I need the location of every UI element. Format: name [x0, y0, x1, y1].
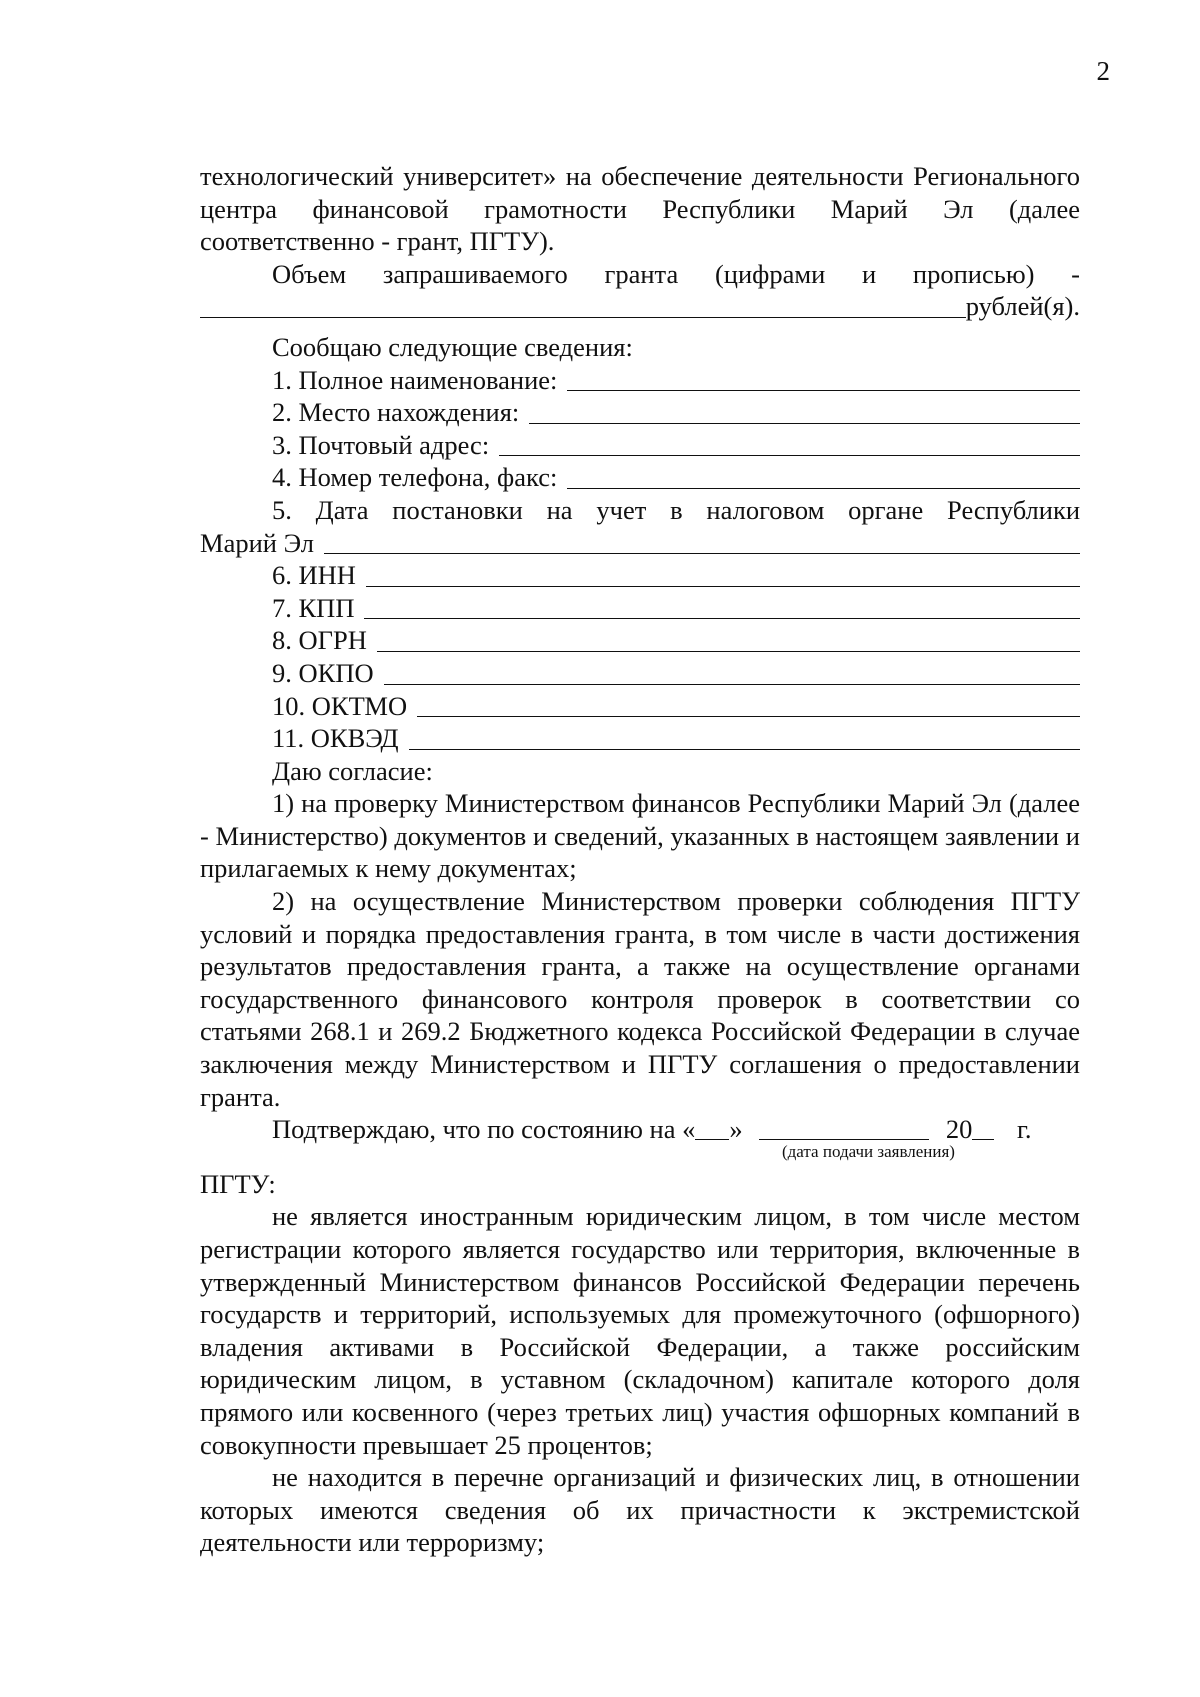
confirm-day-blank[interactable] — [695, 1115, 729, 1140]
field-postal-address[interactable] — [200, 429, 1080, 462]
field-full-name-label: 1. Полное наименование: — [272, 364, 558, 395]
field-oktmo-line — [417, 692, 1080, 717]
field-ogrn-line — [377, 627, 1080, 652]
rubles-suffix: рублей(я). — [965, 291, 1080, 322]
field-tax-registration-label-2: Марий Эл — [200, 527, 314, 558]
date-caption: (дата подачи заявления) — [782, 1141, 955, 1161]
grant-amount-line — [200, 293, 966, 318]
field-full-name-line — [567, 366, 1080, 391]
field-oktmo[interactable] — [200, 690, 1080, 723]
field-postal-address-label: 3. Почтовый адрес: — [272, 429, 490, 460]
field-oktmo-label: 10. ОКТМО — [272, 690, 408, 721]
confirm-year-prefix: 20 — [945, 1114, 973, 1145]
field-tax-registration[interactable] — [200, 527, 1080, 560]
confirm-text: Подтверждаю, что по состоянию на « — [272, 1114, 696, 1145]
field-okved-line — [409, 725, 1080, 750]
field-postal-address-line — [499, 431, 1080, 456]
page-number: 2 — [1096, 56, 1110, 86]
field-phone-fax-label: 4. Номер телефона, факс: — [272, 462, 558, 493]
confirm-close-quote: » — [729, 1114, 743, 1145]
grant-volume-label: Объем запрашиваемого гранта (цифрами и прописью) - — [272, 258, 1080, 289]
pgtu-label: ПГТУ: — [200, 1168, 276, 1199]
field-location-line — [529, 399, 1080, 424]
statement-2: не находится в перечне организаций и физических лиц, в отношении которых имеются сведения об их причастности к экстремистской деятельности или терроризму; — [200, 1462, 1080, 1558]
field-okpo-label: 9. ОКПО — [272, 657, 374, 688]
field-location-label: 2. Место нахождения: — [272, 397, 520, 428]
grant-amount-field[interactable] — [200, 290, 1080, 323]
field-inn[interactable] — [200, 559, 1080, 592]
field-inn-label: 6. ИНН — [272, 560, 356, 591]
date-caption-row — [200, 1141, 1080, 1168]
info-intro: Сообщаю следующие сведения: — [272, 331, 633, 362]
field-okved-label: 11. ОКВЭД — [272, 723, 399, 754]
field-kpp-label: 7. КПП — [272, 592, 355, 623]
confirm-year-blank[interactable] — [972, 1115, 994, 1140]
consent-item-2: 2) на осуществление Министерством проверки соблюдения ПГТУ условий и порядка предоставления гранта, в том числе в части достижения результатов предоставления гранта, а также на осуществление органами государственного финансового контроля проверок в соответствии со статьями 268.1 и 269.2 Бюджетного кодекса Российской Федерации в случае заключения между Министерством и ПГТУ соглашения о предоставлении гранта. — [200, 886, 1080, 1112]
field-location[interactable] — [200, 396, 1080, 429]
field-tax-registration-label: 5. Дата постановки на учет в налоговом органе Республики — [272, 494, 1080, 525]
confirm-year-suffix: г. — [1016, 1114, 1032, 1145]
confirm-month-blank[interactable] — [759, 1115, 929, 1140]
field-ogrn-label: 8. ОГРН — [272, 625, 367, 656]
consent-item-1: 1) на проверку Министерством финансов Республики Марий Эл (далее - Министерство) документов и сведений, указанных в настоящем заявлении и прилагаемых к нему документах; — [200, 788, 1080, 884]
field-inn-line — [366, 562, 1080, 587]
intro-paragraph: технологический университет» на обеспечение деятельности Регионального центра финансовой грамотности Республики Марий Эл (далее соответственно - грант, ПГТУ). — [200, 161, 1080, 257]
field-phone-fax[interactable] — [200, 461, 1080, 494]
statement-1: не является иностранным юридическим лицом, в том числе местом регистрации которого является государство или территория, включенные в утвержденный Министерством финансов Российской Федерации перечень государств и территорий, используемых для промежуточного (офшорного) владения активами в Российской Федерации, а также российским юридическим лицом, в уставном (складочном) капитале которого доля прямого или косвенного (через третьих лиц) участия офшорных компаний в совокупности превышает 25 процентов; — [200, 1201, 1080, 1460]
field-okpo-line — [384, 660, 1080, 685]
field-okved[interactable] — [200, 722, 1080, 755]
consent-intro: Даю согласие: — [272, 755, 433, 786]
field-okpo[interactable] — [200, 657, 1080, 690]
field-kpp[interactable] — [200, 592, 1080, 625]
field-full-name[interactable] — [200, 364, 1080, 397]
field-ogrn[interactable] — [200, 624, 1080, 657]
field-kpp-line — [364, 594, 1080, 619]
field-phone-fax-line — [567, 464, 1080, 489]
field-tax-registration-line — [324, 529, 1080, 554]
document-body — [200, 160, 1080, 1559]
